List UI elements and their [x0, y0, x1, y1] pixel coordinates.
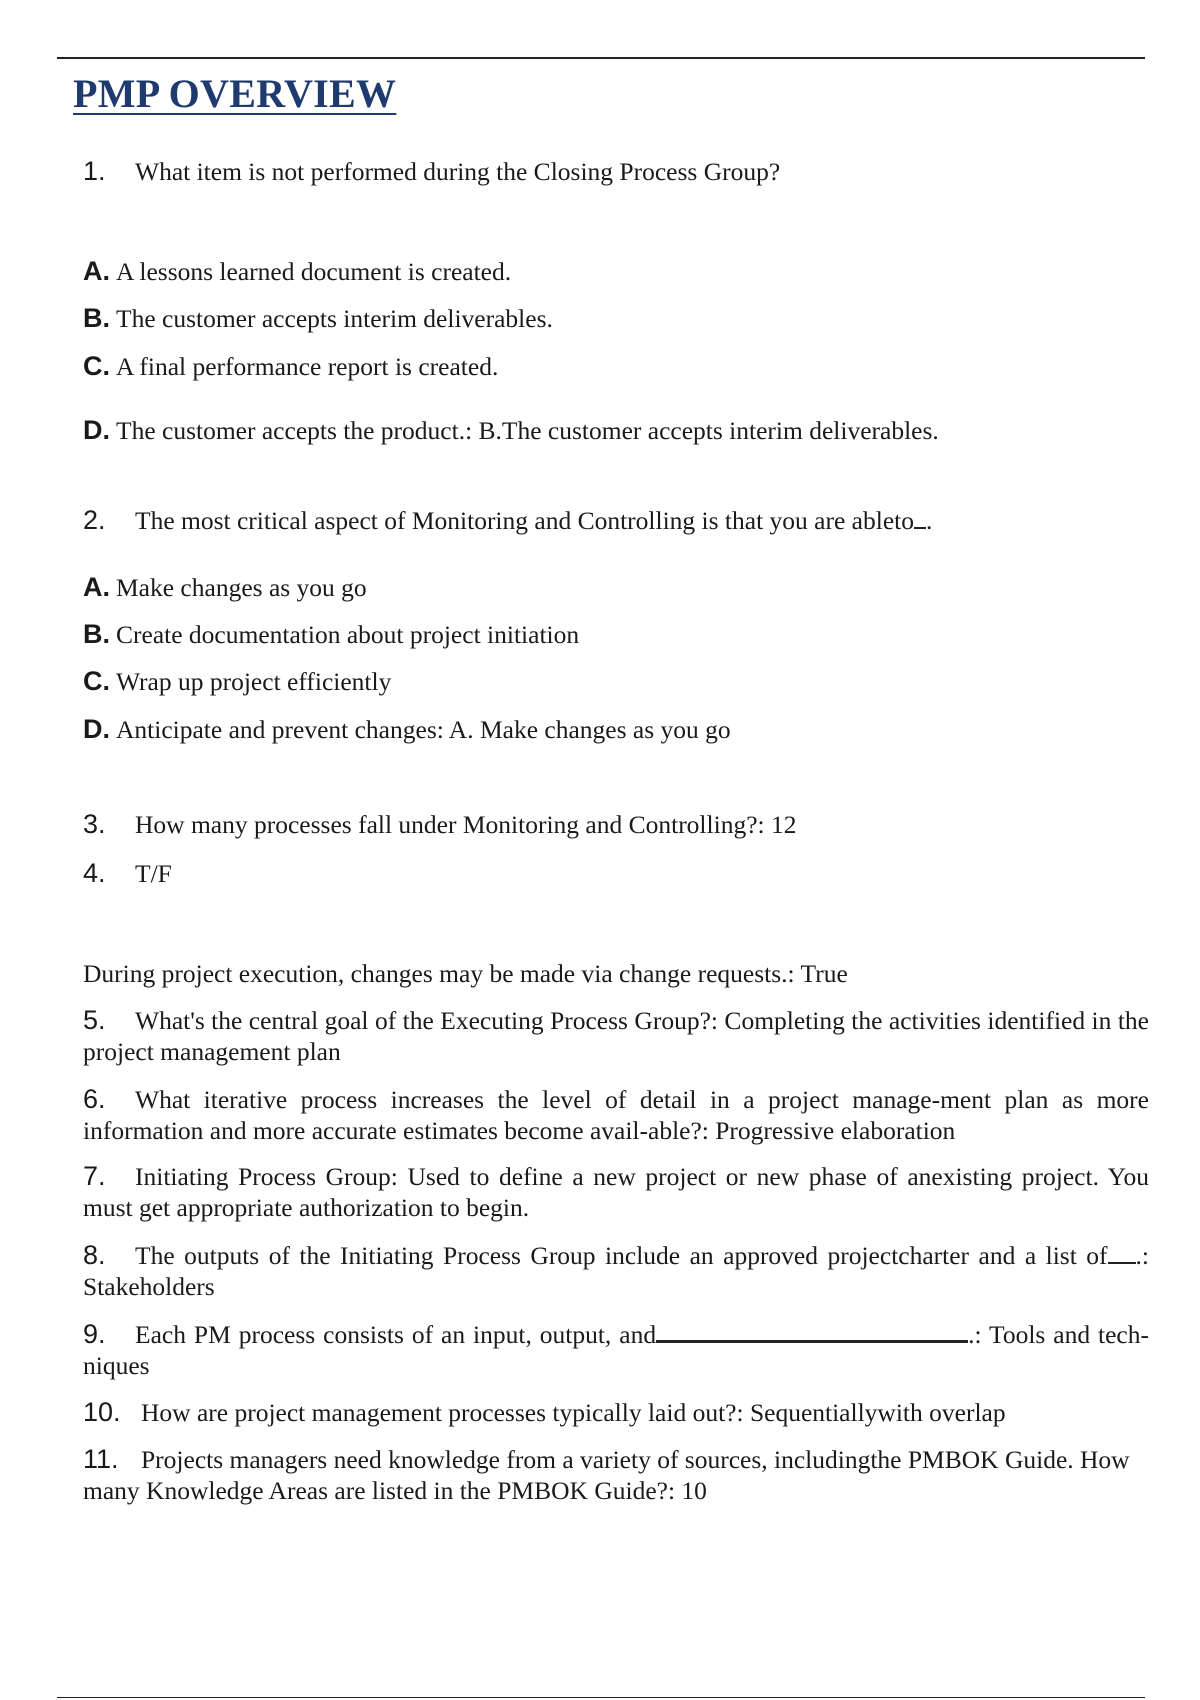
option-text: Wrap up project efficiently [116, 667, 392, 696]
question-text: Initiating Process Group: Used to define a new project or new phase of anexisting project. You must get appropriate authorization to begin. [83, 1162, 1149, 1222]
option-text: The customer accepts the product.: B.The customer accepts interim deliverables. [116, 416, 939, 445]
q2-option-d [83, 714, 731, 745]
question-text: What iterative process increases the level of detail in a project manage-ment plan as more information and more accurate estimates become avail-able?: Progressive elaboration [83, 1085, 1149, 1145]
option-text: Anticipate and prevent changes: A. Make changes as you go [116, 715, 731, 744]
question-number: 10. [83, 1397, 121, 1427]
option-text: A lessons learned document is created. [116, 257, 512, 286]
q1-option-d [83, 415, 939, 446]
question-11 [83, 1444, 1149, 1506]
option-text: Make changes as you go [116, 573, 367, 602]
q2-option-c [83, 666, 391, 697]
question-number: 2. [83, 505, 106, 535]
q2-option-b [83, 619, 579, 650]
question-number: 4. [83, 858, 106, 888]
answer-blank [914, 526, 926, 529]
question-3 [83, 809, 796, 840]
question-number: 3. [83, 809, 106, 839]
option-text: A final performance report is created. [116, 352, 499, 381]
top-rule [57, 57, 1145, 59]
bottom-rule [57, 1697, 1145, 1698]
question-text: The most critical aspect of Monitoring and Controlling is that you are ableto [135, 506, 914, 535]
page-title: PMP OVERVIEW [73, 71, 397, 116]
question-5 [83, 1005, 1149, 1067]
option-text: The customer accepts interim deliverables. [116, 304, 553, 333]
question-9 [83, 1319, 1149, 1381]
answer-text: .: Stakeholders [83, 1241, 1149, 1301]
q1-option-a [83, 256, 511, 287]
question-text: The outputs of the Initiating Process Group include an approved projectcharter and a list of [135, 1241, 1108, 1270]
question-7 [83, 1161, 1149, 1223]
answer-blank [1108, 1261, 1136, 1264]
question-text: T/F [135, 859, 172, 888]
q2-option-a [83, 572, 367, 603]
option-letter: A. [83, 256, 110, 286]
question-4 [83, 858, 172, 889]
question-text: How are project management processes typically laid out?: Sequentiallywith overlap [141, 1398, 1006, 1427]
question-number: 6. [83, 1084, 106, 1114]
option-letter: B. [83, 619, 110, 649]
q1-option-c [83, 351, 498, 382]
option-letter: D. [83, 415, 110, 445]
question-number: 11. [83, 1444, 119, 1474]
option-letter: C. [83, 666, 110, 696]
option-text: Create documentation about project initiation [116, 620, 580, 649]
question-6 [83, 1084, 1149, 1146]
answer-text: .: Tools and tech-niques [83, 1320, 1149, 1380]
question-number: 8. [83, 1240, 106, 1270]
question-10 [83, 1397, 1149, 1428]
question-number: 5. [83, 1005, 106, 1035]
question-number: 9. [83, 1319, 106, 1349]
question-text: What item is not performed during the Closing Process Group? [135, 157, 781, 186]
option-letter: A. [83, 572, 110, 602]
question-4-statement: During project execution, changes may be made via change requests.: True [83, 959, 848, 988]
question-end: . [925, 506, 933, 535]
question-number: 1. [83, 156, 106, 186]
question-8 [83, 1240, 1149, 1302]
question-text: What's the central goal of the Executing Process Group?: Completing the activities identified in the project management plan [83, 1006, 1149, 1066]
answer-blank [656, 1339, 968, 1343]
option-letter: C. [83, 351, 110, 381]
question-text: How many processes fall under Monitoring and Controlling?: 12 [135, 810, 797, 839]
option-letter: D. [83, 714, 110, 744]
question-1 [83, 156, 780, 187]
option-letter: B. [83, 303, 110, 333]
question-text: Projects managers need knowledge from a variety of sources, includingthe PMBOK Guide. How many Knowledge Areas are listed in the PMBOK Guide?: 10 [83, 1445, 1130, 1505]
question-2 [83, 505, 932, 536]
question-number: 7. [83, 1161, 106, 1191]
question-text: Each PM process consists of an input, output, and [135, 1320, 657, 1349]
q1-option-b [83, 303, 553, 334]
